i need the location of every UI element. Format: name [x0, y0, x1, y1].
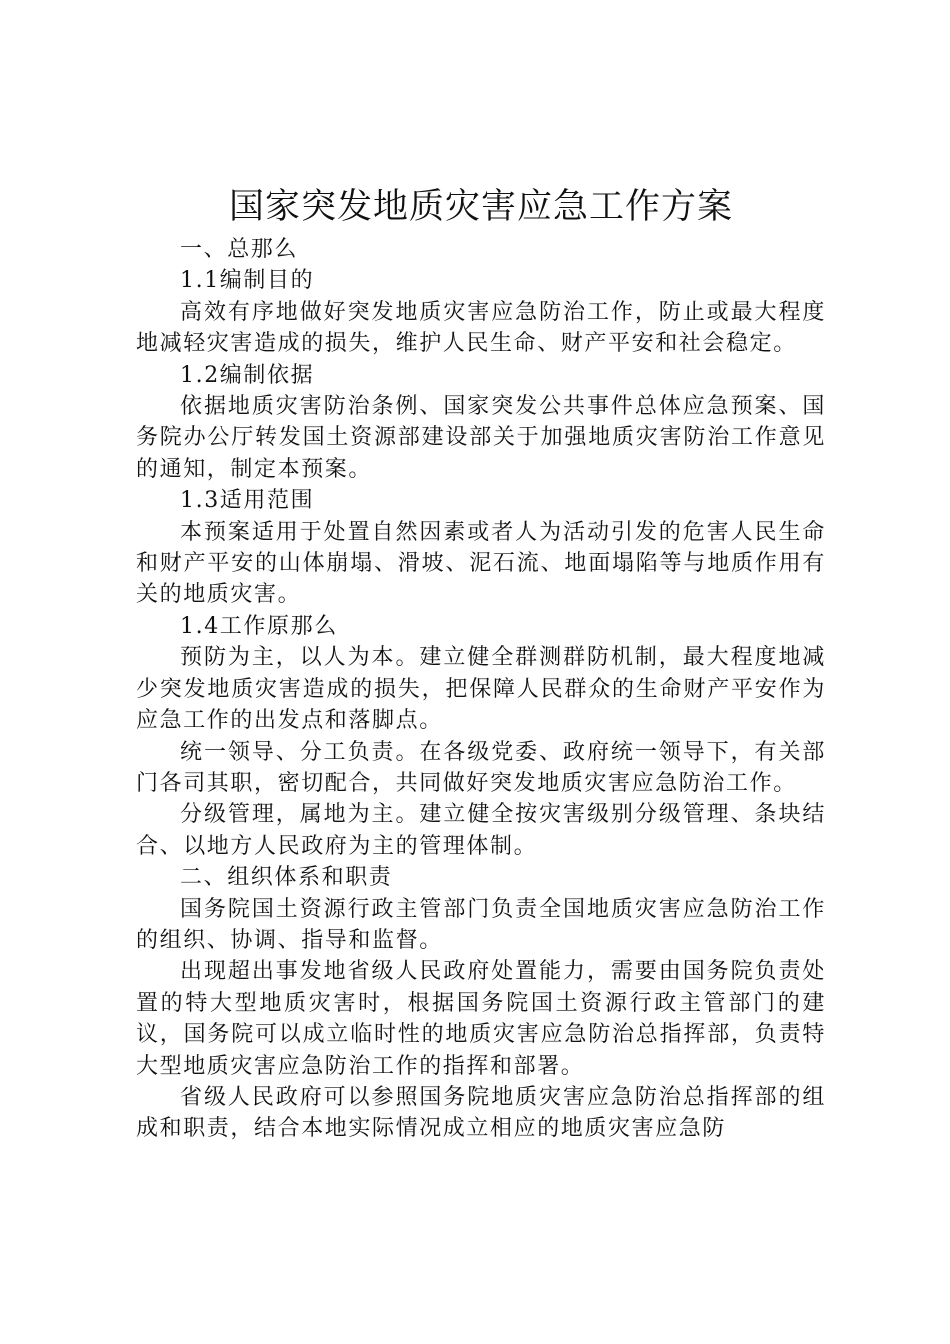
paragraph-organization-ministry: 国务院国土资源行政主管部门负责全国地质灾害应急防治工作的组织、协调、指导和监督。 [136, 896, 826, 953]
subheading-purpose: 1.1编制目的 [180, 268, 315, 294]
subheading-scope: 1.3适用范围 [180, 488, 315, 514]
paragraph-principle-management: 分级管理，属地为主。建立健全按灾害级别分级管理、条块结合、以地方人民政府为主的管理体制。 [136, 802, 826, 859]
section-heading-organization: 二、组织体系和职责 [180, 865, 393, 891]
document-title: 国家突发地质灾害应急工作方案 [228, 187, 733, 227]
paragraph-organization-headquarters: 出现超出事发地省级人民政府处置能力，需要由国务院负责处置的特大型地质灾害时，根据国务院国土资源行政主管部门的建议，国务院可以成立临时性的地质灾害应急防治总指挥部，负责特大型地质灾害应急防治工作的指挥和部署。 [136, 959, 826, 1079]
document-page [136, 182, 826, 1145]
paragraph-basis: 依据地质灾害防治条例、国家突发公共事件总体应急预案、国务院办公厅转发国土资源部建设部关于加强地质灾害防治工作意见的通知，制定本预案。 [136, 394, 826, 482]
paragraph-principle-prevention: 预防为主，以人为本。建立健全群测群防机制，最大程度地减少突发地质灾害造成的损失，把保障人民群众的生命财产平安作为应急工作的出发点和落脚点。 [136, 645, 826, 734]
subheading-principles: 1.4工作原那么 [180, 613, 338, 639]
paragraph-principle-leadership: 统一领导、分工负责。在各级党委、政府统一领导下，有关部门各司其职，密切配合，共同做好突发地质灾害应急防治工作。 [136, 739, 826, 796]
paragraph-organization-provincial: 省级人民政府可以参照国务院地质灾害应急防治总指挥部的组成和职责，结合本地实际情况成立相应的地质灾害应急防 [136, 1084, 826, 1142]
subheading-basis: 1.2编制依据 [180, 362, 315, 388]
paragraph-purpose: 高效有序地做好突发地质灾害应急防治工作，防止或最大程度地减轻灾害造成的损失，维护人民生命、财产平安和社会稳定。 [136, 299, 826, 357]
paragraph-scope: 本预案适用于处置自然因素或者人为活动引发的危害人民生命和财产平安的山体崩塌、滑坡、泥石流、地面塌陷等与地质作用有关的地质灾害。 [136, 519, 826, 608]
section-heading-general: 一、总那么 [180, 237, 299, 262]
